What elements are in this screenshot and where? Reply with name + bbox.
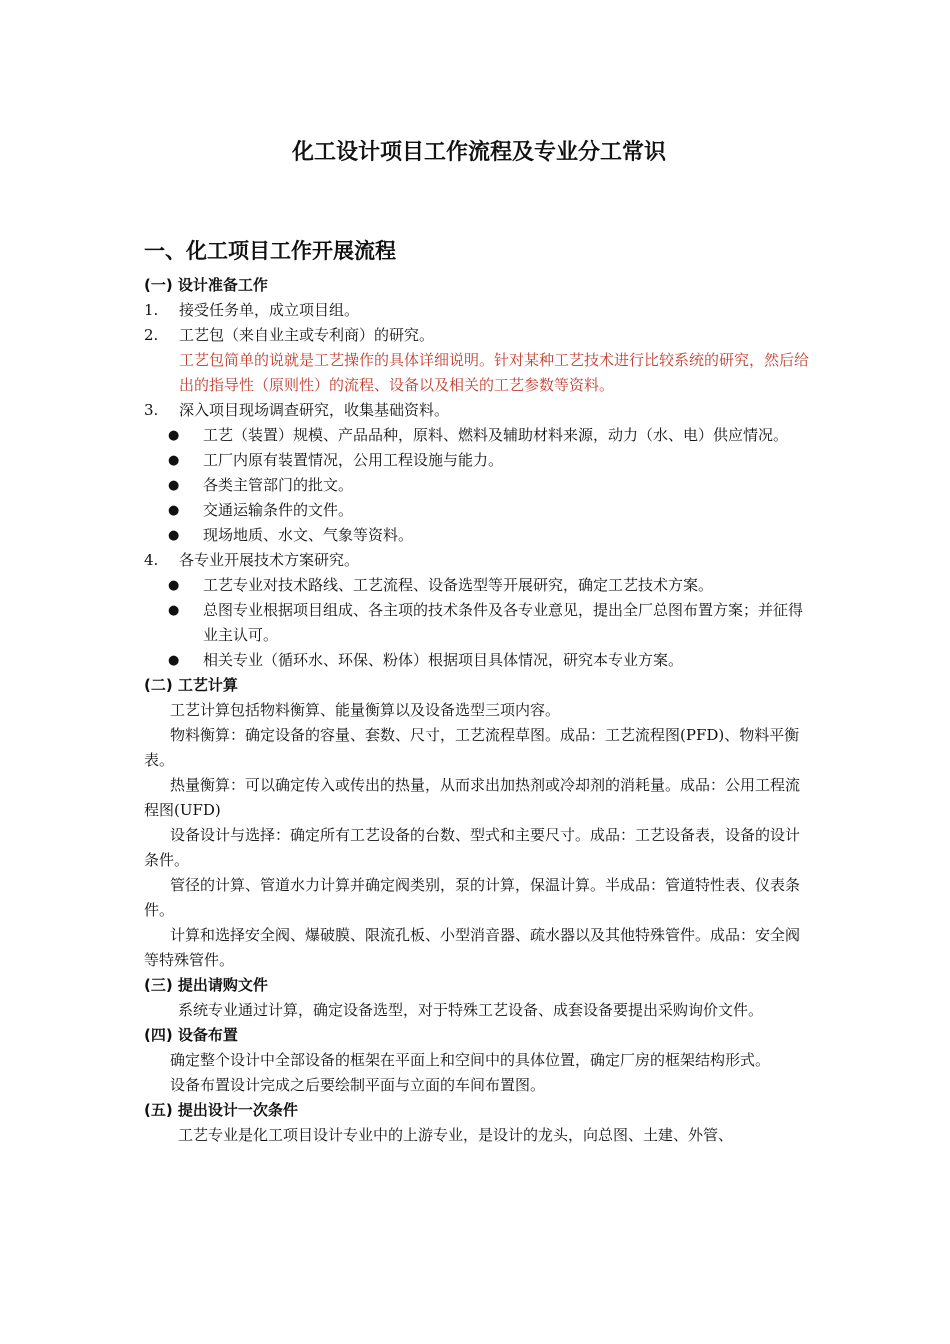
bullet-item: ● 交通运输条件的文件。 xyxy=(144,498,814,523)
subsection-heading-1: (一) 设计准备工作 xyxy=(144,276,268,294)
document-title: 化工设计项目工作流程及专业分工常识 xyxy=(291,140,666,165)
item-text: 接受任务单，成立项目组。 xyxy=(179,301,360,319)
paragraph: 物料衡算：确定设备的容量、套数、尺寸，工艺流程草图。成品：工艺流程图(PFD)、物料平衡表。 xyxy=(144,726,800,769)
item-number: 3. xyxy=(144,401,159,419)
section-heading-1: 一、化工项目工作开展流程 xyxy=(144,239,396,263)
numbered-item-3 xyxy=(144,398,814,423)
subsection-heading-3: (三) 提出请购文件 xyxy=(144,976,268,994)
paragraph: 管径的计算、管道水力计算并确定阀类别，泵的计算，保温计算。半成品：管道特性表、仪表条件。 xyxy=(144,876,801,919)
paragraph: 设备设计与选择：确定所有工艺设备的台数、型式和主要尺寸。成品：工艺设备表，设备的设计条件。 xyxy=(144,826,801,869)
bullet-dot-icon: ● xyxy=(168,528,180,543)
paragraph: 计算和选择安全阀、爆破膜、限流孔板、小型消音器、疏水器以及其他特殊管件。成品：安全阀等特殊管件。 xyxy=(144,926,801,969)
item-number: 2. xyxy=(144,326,159,344)
highlight-note: 工艺包简单的说就是工艺操作的具体详细说明。针对某种工艺技术进行比较系统的研究，然后给出的指导性（原则性）的流程、设备以及相关的工艺参数等资料。 xyxy=(179,351,810,394)
bullet-item: ● 工厂内原有装置情况，公用工程设施与能力。 xyxy=(144,448,814,473)
bullet-dot-icon: ● xyxy=(168,453,180,468)
bullet-item: ● 工艺专业对技术路线、工艺流程、设备选型等开展研究，确定工艺技术方案。 xyxy=(144,573,814,598)
bullet-dot-icon: ● xyxy=(168,503,180,518)
paragraph: 确定整个设计中全部设备的框架在平面上和空间中的具体位置，确定厂房的框架结构形式。 xyxy=(170,1051,771,1069)
numbered-item-4 xyxy=(144,548,814,573)
numbered-item-2 xyxy=(144,323,814,348)
paragraph: 工艺专业是化工项目设计专业中的上游专业，是设计的龙头，向总图、土建、外管、 xyxy=(178,1126,734,1144)
numbered-item-1 xyxy=(144,298,814,323)
subsection-heading-4: (四) 设备布置 xyxy=(144,1026,238,1044)
item-text: 深入项目现场调查研究，收集基础资料。 xyxy=(179,401,450,419)
bullet-dot-icon: ● xyxy=(168,653,180,668)
bullet-item: ● 现场地质、水文、气象等资料。 xyxy=(144,523,814,548)
item-number: 1. xyxy=(144,301,159,319)
item-text: 各专业开展技术方案研究。 xyxy=(179,551,360,569)
bullet-item: ● 相关专业（循环水、环保、粉体）根据项目具体情况，研究本专业方案。 xyxy=(144,648,814,673)
bullet-item: ● 工艺（装置）规模、产品品种，原料、燃料及辅助材料来源，动力（水、电）供应情况。 xyxy=(144,423,814,448)
bullet-dot-icon: ● xyxy=(168,428,180,443)
subsection-heading-5: (五) 提出设计一次条件 xyxy=(144,1101,298,1119)
paragraph: 工艺计算包括物料衡算、能量衡算以及设备选型三项内容。 xyxy=(170,701,561,719)
document-body xyxy=(144,273,814,1148)
bullet-item: ● 各类主管部门的批文。 xyxy=(144,473,814,498)
bullet-item: ● 总图专业根据项目组成、各主项的技术条件及各专业意见，提出全厂总图布置方案；并征得业主认可。 xyxy=(144,598,814,648)
paragraph: 热量衡算：可以确定传入或传出的热量，从而求出加热剂或冷却剂的消耗量。成品：公用工程流程图(UFD) xyxy=(144,776,801,819)
subsection-heading-2: (二) 工艺计算 xyxy=(144,676,238,694)
item-number: 4. xyxy=(144,551,159,569)
bullet-dot-icon: ● xyxy=(168,603,180,618)
item-text: 工艺包（来自业主或专利商）的研究。 xyxy=(179,326,435,344)
bullet-dot-icon: ● xyxy=(168,578,180,593)
paragraph: 系统专业通过计算，确定设备选型，对于特殊工艺设备、成套设备要提出采购询价文件。 xyxy=(178,1001,764,1019)
paragraph: 设备布置设计完成之后要绘制平面与立面的车间布置图。 xyxy=(170,1076,546,1094)
bullet-dot-icon: ● xyxy=(168,478,180,493)
